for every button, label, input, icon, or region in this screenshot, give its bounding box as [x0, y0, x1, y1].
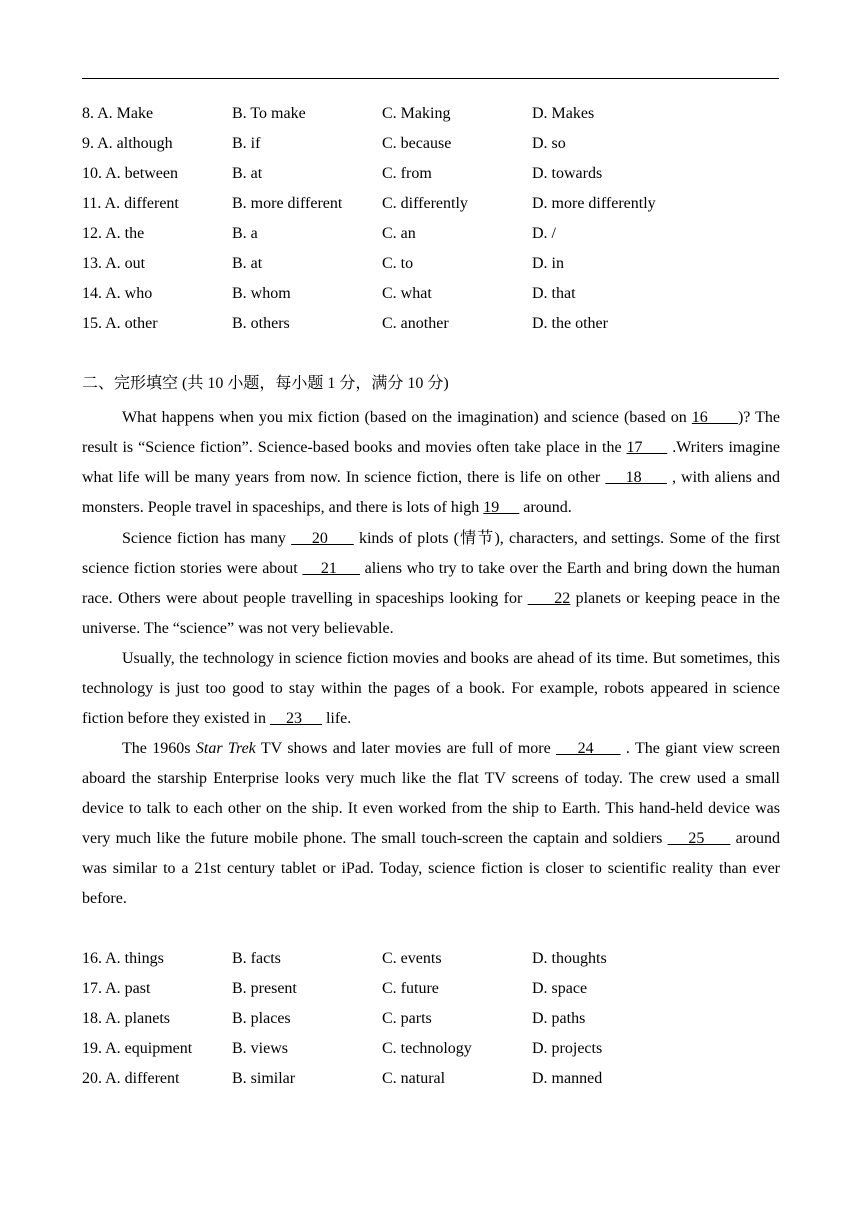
- option-d: D. space: [532, 980, 588, 997]
- passage-text: .Writers imagine what life will be many years from now. In science fiction, there is life on other: [82, 439, 781, 486]
- option-a: 18. A. planets: [82, 1010, 170, 1027]
- option-c: C. from: [382, 165, 432, 182]
- option-b: B. at: [232, 165, 263, 182]
- option-c: C. future: [382, 980, 439, 997]
- option-row: [82, 163, 782, 193]
- passage-text: Usually, the technology in science fiction movies and books are ahead of its time. But sometimes, this technology is just too good to stay within the pages of a book. For example, robots appeared in science fiction before they existed in: [82, 650, 780, 727]
- option-row: [82, 103, 782, 133]
- paragraph-1: [82, 403, 780, 523]
- paragraph-3: [82, 644, 780, 734]
- option-a: 10. A. between: [82, 165, 178, 182]
- option-d: D. the other: [532, 315, 608, 332]
- option-a: 17. A. past: [82, 980, 151, 997]
- option-row: [82, 253, 782, 283]
- header-rule: [82, 78, 779, 79]
- passage-text: Science fiction has many: [122, 530, 292, 547]
- option-d: D. in: [532, 255, 564, 272]
- passage-text: around was similar to a 21st century tablet or iPad. Today, science fiction is closer to scientific reality than ever before.: [82, 830, 781, 907]
- option-row: [82, 978, 782, 1008]
- option-d: D. that: [532, 285, 576, 302]
- option-row: [82, 223, 782, 253]
- blank-25: 25: [667, 830, 731, 847]
- passage-text: , with aliens and monsters. People travel in spaceships, and there is lots of high: [82, 469, 781, 516]
- blank-20: 20: [291, 530, 354, 547]
- blank-18: 18: [605, 469, 667, 486]
- paragraph-4: [82, 734, 780, 914]
- option-b: B. whom: [232, 285, 291, 302]
- passage-text: planets or keeping peace in the universe. The “science” was not very believable.: [82, 590, 781, 637]
- option-c: C. what: [382, 285, 432, 302]
- blank-21: 21: [302, 560, 360, 577]
- option-a: 11. A. different: [82, 195, 179, 212]
- option-c: C. parts: [382, 1010, 432, 1027]
- option-row: [82, 283, 782, 313]
- option-b: B. views: [232, 1040, 288, 1057]
- option-c: C. events: [382, 950, 442, 967]
- option-a: 14. A. who: [82, 285, 153, 302]
- option-row: [82, 1008, 782, 1038]
- show-title: Star Trek: [195, 740, 256, 757]
- cloze-passage: [82, 403, 780, 914]
- option-a: 19. A. equipment: [82, 1040, 193, 1057]
- option-c: C. technology: [382, 1040, 472, 1057]
- option-b: B. similar: [232, 1070, 296, 1087]
- option-row: [82, 313, 782, 343]
- options-bottom: [82, 948, 782, 1098]
- option-c: C. to: [382, 255, 414, 272]
- passage-text: What happens when you mix fiction (based on the imagination) and science (based on: [122, 409, 692, 426]
- option-row: [82, 1038, 782, 1068]
- option-d: D. so: [532, 135, 566, 152]
- passage-text: life.: [321, 710, 352, 727]
- passage-text: The 1960s: [122, 740, 196, 757]
- blank-23: 23: [269, 710, 322, 727]
- blank-16: 16: [691, 409, 738, 426]
- option-row: [82, 1068, 782, 1098]
- option-d: D. thoughts: [532, 950, 607, 967]
- option-a: 12. A. the: [82, 225, 145, 242]
- blank-17: 17: [626, 439, 668, 456]
- option-b: B. facts: [232, 950, 281, 967]
- option-b: B. To make: [232, 105, 306, 122]
- option-d: D. more differently: [532, 195, 656, 212]
- section-title: 二、完形填空 (共 10 小题，每小题 1 分，满分 10 分): [82, 375, 449, 392]
- passage-text: . The giant view screen aboard the starship Enterprise looks very much like the flat TV screens of today. The crew used a small device to talk to each other on the ship. It even worked from the ship to Earth. This hand-held device was very much like the future mobile phone. The small touch-screen the captain and soldiers: [82, 740, 781, 847]
- option-d: D. projects: [532, 1040, 603, 1057]
- option-a: 13. A. out: [82, 255, 146, 272]
- blank-22: 22: [527, 590, 571, 607]
- option-row: [82, 193, 782, 223]
- options-top: [82, 103, 782, 343]
- option-row: [82, 133, 782, 163]
- option-c: C. Making: [382, 105, 451, 122]
- option-b: B. others: [232, 315, 290, 332]
- option-a: 15. A. other: [82, 315, 158, 332]
- option-d: D. towards: [532, 165, 603, 182]
- option-c: C. another: [382, 315, 449, 332]
- option-row: [82, 948, 782, 978]
- passage-text: aliens who try to take over the Earth and bring down the human race. Others were about people travelling in spaceships looking for: [82, 560, 781, 607]
- option-c: C. natural: [382, 1070, 446, 1087]
- option-d: D. /: [532, 225, 556, 242]
- blank-19: 19: [483, 499, 520, 516]
- option-a: 20. A. different: [82, 1070, 180, 1087]
- option-b: B. places: [232, 1010, 291, 1027]
- passage-text: )? The result is “Science fiction”. Science-based books and movies often take place in the: [82, 409, 781, 456]
- passage-text: around.: [519, 499, 572, 516]
- option-b: B. present: [232, 980, 297, 997]
- passage-text: TV shows and later movies are full of more: [255, 740, 557, 757]
- option-b: B. at: [232, 255, 263, 272]
- option-d: D. paths: [532, 1010, 586, 1027]
- paragraph-2: [82, 524, 780, 644]
- option-a: 9. A. although: [82, 135, 173, 152]
- option-b: B. if: [232, 135, 261, 152]
- option-a: 8. A. Make: [82, 105, 154, 122]
- blank-24: 24: [556, 740, 621, 757]
- option-a: 16. A. things: [82, 950, 164, 967]
- passage-text: kinds of plots (情节), characters, and settings. Some of the first science fiction stories were about: [82, 530, 781, 577]
- option-c: C. an: [382, 225, 416, 242]
- option-b: B. more different: [232, 195, 343, 212]
- option-d: D. Makes: [532, 105, 595, 122]
- option-d: D. manned: [532, 1070, 603, 1087]
- option-b: B. a: [232, 225, 258, 242]
- option-c: C. differently: [382, 195, 468, 212]
- option-c: C. because: [382, 135, 452, 152]
